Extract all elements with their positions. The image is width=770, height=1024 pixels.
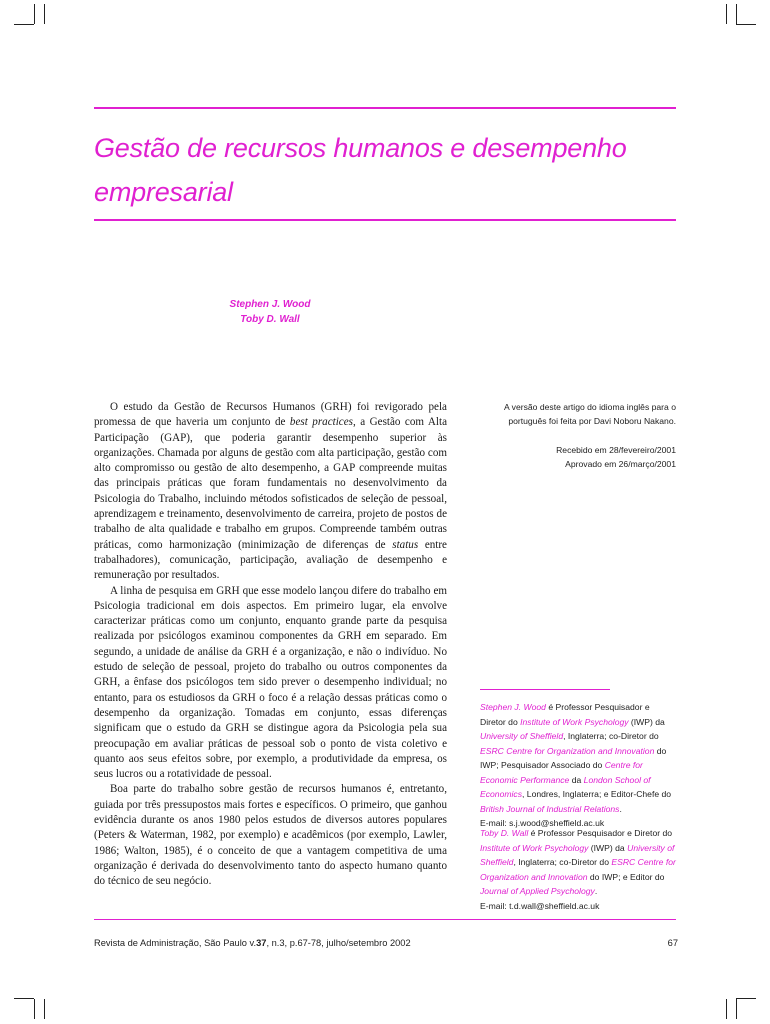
crop-mark-top-right [726,4,727,24]
title-rule-bottom [94,219,676,221]
bio-author-name: Stephen J. Wood [480,702,546,712]
crop-mark-bottom-right [736,998,756,999]
text-run: do IWP; Pesquisador Associado do [480,745,667,770]
approved-date: Aprovado em 26/março/2001 [565,458,676,469]
institution-name: ESRC Centre for Organization and Innovation [480,745,655,756]
crop-mark-top-right [736,24,756,25]
text-run: da [569,774,584,785]
crop-mark-top-left [14,24,34,25]
text-run: O estudo da Gestão de Recursos Humanos (GRH) foi revigorado pela promessa de que haveria um conjunto de [94,401,447,429]
received-date: Recebido em 28/fevereiro/2001 [556,444,676,455]
text-run-emphasis: status [392,538,419,551]
crop-mark-top-left [44,4,45,24]
author-bio-wood [480,700,676,831]
article-title: Gestão de recursos humanos e desempenho empresarial [94,133,627,207]
author-email[interactable]: E-mail: t.d.wall@sheffield.ac.uk [480,900,600,911]
title-rule-top [94,107,676,109]
journal-name: British Journal of Industrial Relations [480,803,620,814]
institution-name: London School of Economics [480,774,651,799]
crop-mark-top-left [34,4,35,24]
volume-number: 37 [256,938,267,948]
author-name: Toby D. Wall [240,314,300,325]
text-run: , Inglaterra; co-Diretor do [563,731,659,741]
crop-mark-top-right [736,4,737,24]
institution-name: Institute of Work Psychology [520,716,629,727]
crop-mark-bottom-left [34,999,35,1019]
text-run: é Professor Pesquisador e Diretor do [480,702,650,727]
institution-name: Centre for Economic Performance [480,760,643,785]
crop-mark-bottom-right [726,999,727,1019]
footer-rule [94,919,676,920]
body-paragraph: Boa parte do trabalho sobre gestão de recursos humanos é, entretanto, guiada por três pressupostos mais fortes e específicos. O primeiro, que ganhou evidência durante os anos 1980 pelos estudos de diversos autores populares (Peters & Waterman, 1982, por exemplo) e acadêmicos (por exemplo, Lawler, 1986; Walton, 1985), é o conceito de que a vantagem competitiva de uma organização é derivada do desenvolvimento tanto do aspecto humano quanto do técnico de seu negócio. [94,783,447,888]
text-run: é Professor Pesquisador e Diretor do [528,828,673,838]
text-run: entre trabalhadores), comunicação, participação, avaliação de desempenho e remuneração por resultados. [94,538,447,582]
side-note [480,400,676,471]
author-email[interactable]: E-mail: s.j.wood@sheffield.ac.uk [480,818,605,828]
translation-note: A versão deste artigo do idioma inglês para o português foi feita por Davi Noboru Nakano. [504,402,676,427]
text-run: , n.3, p.67-78, julho/setembro 2002 [266,938,411,948]
crop-mark-bottom-left [44,999,45,1019]
crop-mark-bottom-right [736,999,737,1019]
journal-name: Journal of Applied Psychology [480,886,595,896]
institution-name: Institute of Work Psychology [480,842,589,853]
text-run: Revista de Administração, São Paulo v. [94,938,257,948]
text-run: , Londres, Inglaterra; e Editor-Chefe do [522,789,672,799]
text-run: (IWP) da [628,716,665,727]
author-list [205,297,335,327]
bio-author-name: Toby D. Wall [480,828,529,838]
text-run: , a Gestão com Alta Participação (GAP), que poderia garantir desempenho superior às organizações. Chamada por alguns de gestão com alta participação, gestão com alto compromisso ou gestão de alto desempenho, a GAP compreende muitas das principais práticas que foram fundamentais no desenvolvimento da Psicologia do Trabalho, incluindo métodos sofisticados de seleção de pessoal, aprendizagem e treinamento, desenvolvimento de carreira, projeto de postos de trabalho de alta qualidade e trabalho em grupos. Compreende também outras práticas, como harmonização (minimização de diferenças de [94,416,447,551]
body-paragraph [94,400,447,584]
crop-mark-bottom-left [14,998,34,999]
institution-name: University of Sheffield [480,842,675,867]
article-body [94,400,447,890]
text-run: do IWP; e Editor do [587,871,665,882]
institution-name: University of Sheffield [480,731,564,741]
text-run: , Inglaterra; co-Diretor do [513,857,612,867]
text-run: (IWP) da [588,842,628,853]
page-number: 67 [667,938,678,948]
text-run: . [619,803,622,814]
institution-name: ESRC Centre for Organization and Innovation [480,857,676,882]
journal-citation [94,938,411,948]
bio-rule [480,689,610,690]
page-footer [94,938,678,948]
body-paragraph: A linha de pesquisa em GRH que esse modelo lançou difere do trabalho em Psicologia tradicional em dois aspectos. Em primeiro lugar, ela envolve caracterizar práticas como um conjunto, enquanto grande parte da pesquisa realizada por psicólogos examinou componentes da GRH em separado. Em segundo, a unidade de análise da GRH é a organização, e não o indivíduo. No estudo de seleção de pessoal, projeto do trabalho ou outros componentes da GRH, a ênfase dos psicólogos tem sido prever o desempenho individual; no entanto, para os estudiosos da GRH o foco é a relação dessas práticas como o desempenho da organização. Tomadas em conjunto, essas diferenças significam que o estudo da GRH se distingue agora da Psicologia pela sua preocupação em avaliar práticas de pessoal sob o ponto de vista coletivo e quanto aos seus efeitos sobre, por exemplo, a produtividade da empresa, os seus lucros ou a rotatividade de pessoal. [94,584,447,781]
text-run: . [594,886,598,896]
text-run-emphasis: best practices [289,416,353,429]
author-bio-wall [480,826,676,913]
author-name: Stephen J. Wood [229,299,311,310]
